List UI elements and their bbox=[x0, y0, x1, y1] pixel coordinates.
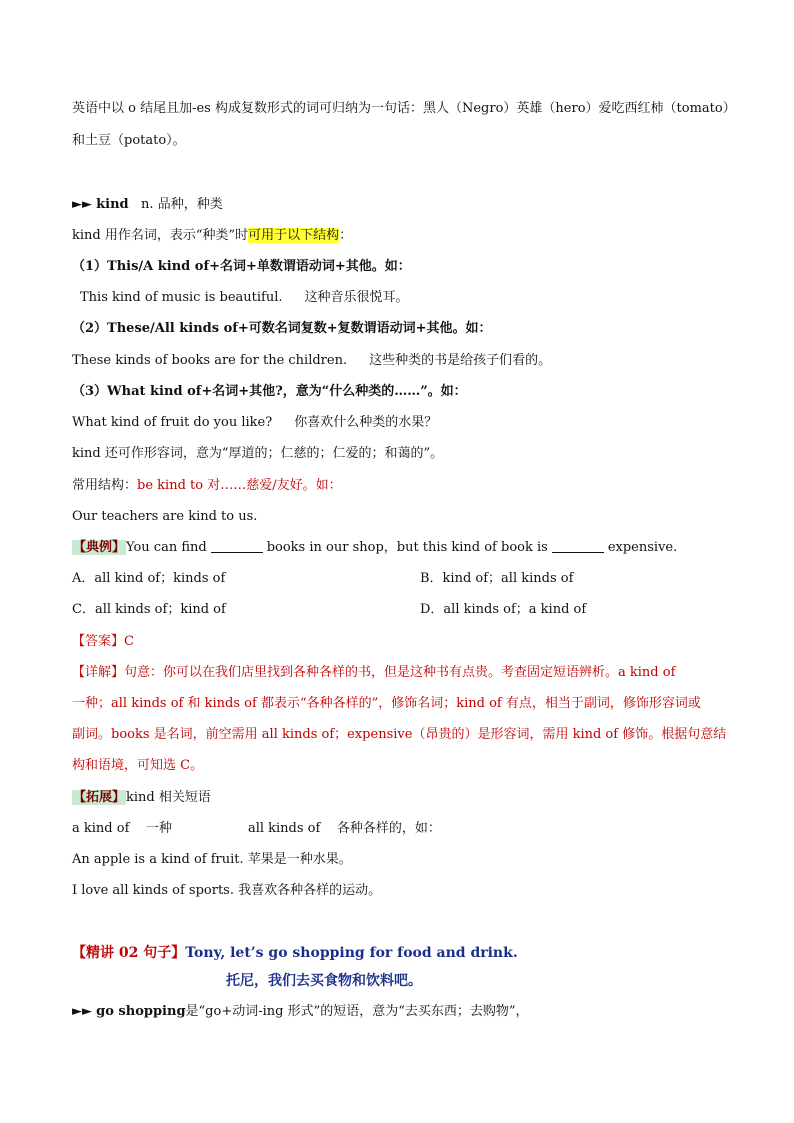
options-row-2 bbox=[72, 601, 587, 619]
answer-blank bbox=[552, 540, 604, 553]
kind-heading bbox=[72, 196, 223, 214]
example-tag: 【典例】 bbox=[73, 540, 126, 555]
expand-example-2: I love all kinds of sports. 我喜欢各种各样的运动。 bbox=[72, 883, 382, 898]
option-b: B．kind of；all kinds of bbox=[420, 571, 574, 586]
expand-heading: 【拓展】kind 相关短语 bbox=[73, 790, 211, 805]
intro-line-2: 和土豆（potato）。 bbox=[72, 133, 186, 148]
detail-line-3: 副词。books 是名词，前空需用 all kinds of；expensive（昂贵的）是形容词，需用 kind of 修饰。根据句意结 bbox=[72, 727, 727, 742]
detail-line-4: 构和语境，可知选 C。 bbox=[72, 758, 204, 773]
usage-intro: kind 用作名词，表示“种类”时可用于以下结构： bbox=[72, 228, 353, 243]
detail-line-2: 一种；all kinds of 和 kinds of 都表示“各种各样的”，修饰名词；kind of 有点，相当于副词，修饰形容词或 bbox=[72, 696, 701, 711]
options-row-1 bbox=[72, 570, 574, 588]
common-structure: 常用结构：be kind to 对……慈爱/友好。如： bbox=[72, 478, 342, 493]
structure-1-label: （1）This/A kind of+名词+单数谓语动词+其他。如： bbox=[72, 259, 411, 274]
part-of-speech: n. bbox=[141, 197, 154, 212]
headword: kind bbox=[96, 197, 129, 212]
structure-2-example: These kinds of books are for the children. 这些种类的书是给孩子们看的。 bbox=[72, 353, 552, 368]
expand-tag: 【拓展】 bbox=[73, 790, 126, 805]
option-a: A．all kind of；kinds of bbox=[72, 571, 226, 586]
detail-line-1: 【详解】句意：你可以在我们店里找到各种各样的书，但是这种书有点贵。考查固定短语辨析。a kind of bbox=[72, 665, 676, 680]
go-shopping-line: ►► go shopping是“go+动词-ing 形式”的短语，意为“去买东西；去购物”， bbox=[72, 1004, 529, 1019]
highlighted-text: 可用于以下结构 bbox=[248, 228, 340, 243]
lecture-02-tag: 【精讲 02 句子】 bbox=[72, 945, 186, 961]
answer-line: 【答案】C bbox=[72, 634, 134, 649]
phrase: go shopping bbox=[96, 1004, 186, 1019]
answer-blank bbox=[211, 540, 263, 553]
structure-2-label: （2）These/All kinds of+可数名词复数+复数谓语动词+其他。如： bbox=[72, 321, 492, 336]
structure-3-label: （3）What kind of+名词+其他?，意为“什么种类的……”。如： bbox=[72, 384, 467, 399]
adjective-note: kind 还可作形容词，意为“厚道的；仁慈的；仁爱的；和蔼的”。 bbox=[72, 446, 444, 461]
structure-1-example: This kind of music is beautiful. 这种音乐很悦耳。 bbox=[80, 290, 409, 305]
arrow-bullet-icon: ►► bbox=[72, 1004, 92, 1019]
lecture-02-sentence-cn: 托尼，我们去买食物和饮料吧。 bbox=[226, 973, 422, 989]
common-example: Our teachers are kind to us. bbox=[72, 509, 258, 524]
detail-tag: 【详解】 bbox=[72, 665, 125, 680]
option-c: C．all kinds of；kind of bbox=[72, 602, 226, 617]
headword-meaning: 品种，种类 bbox=[157, 197, 223, 212]
lecture-02-heading bbox=[72, 944, 518, 962]
intro-line-1: 英语中以 o 结尾且加-es 构成复数形式的词可归纳为一句话：黑人（Negro）英雄（hero）爱吃西红柿（tomato） bbox=[72, 101, 736, 116]
arrow-bullet-icon: ►► bbox=[72, 197, 92, 212]
expand-phrases: a kind of 一种 all kinds of 各种各样的，如： bbox=[72, 821, 441, 836]
structure-3-example: What kind of fruit do you like? 你喜欢什么种类的水果？ bbox=[72, 415, 438, 430]
lecture-02-sentence-en: Tony, let’s go shopping for food and drink. bbox=[185, 945, 518, 961]
option-d: D．all kinds of；a kind of bbox=[420, 602, 587, 617]
example-question: 【典例】You can find books in our shop，but this kind of book is expensive. bbox=[73, 540, 678, 555]
expand-example-1: An apple is a kind of fruit. 苹果是一种水果。 bbox=[72, 852, 352, 867]
